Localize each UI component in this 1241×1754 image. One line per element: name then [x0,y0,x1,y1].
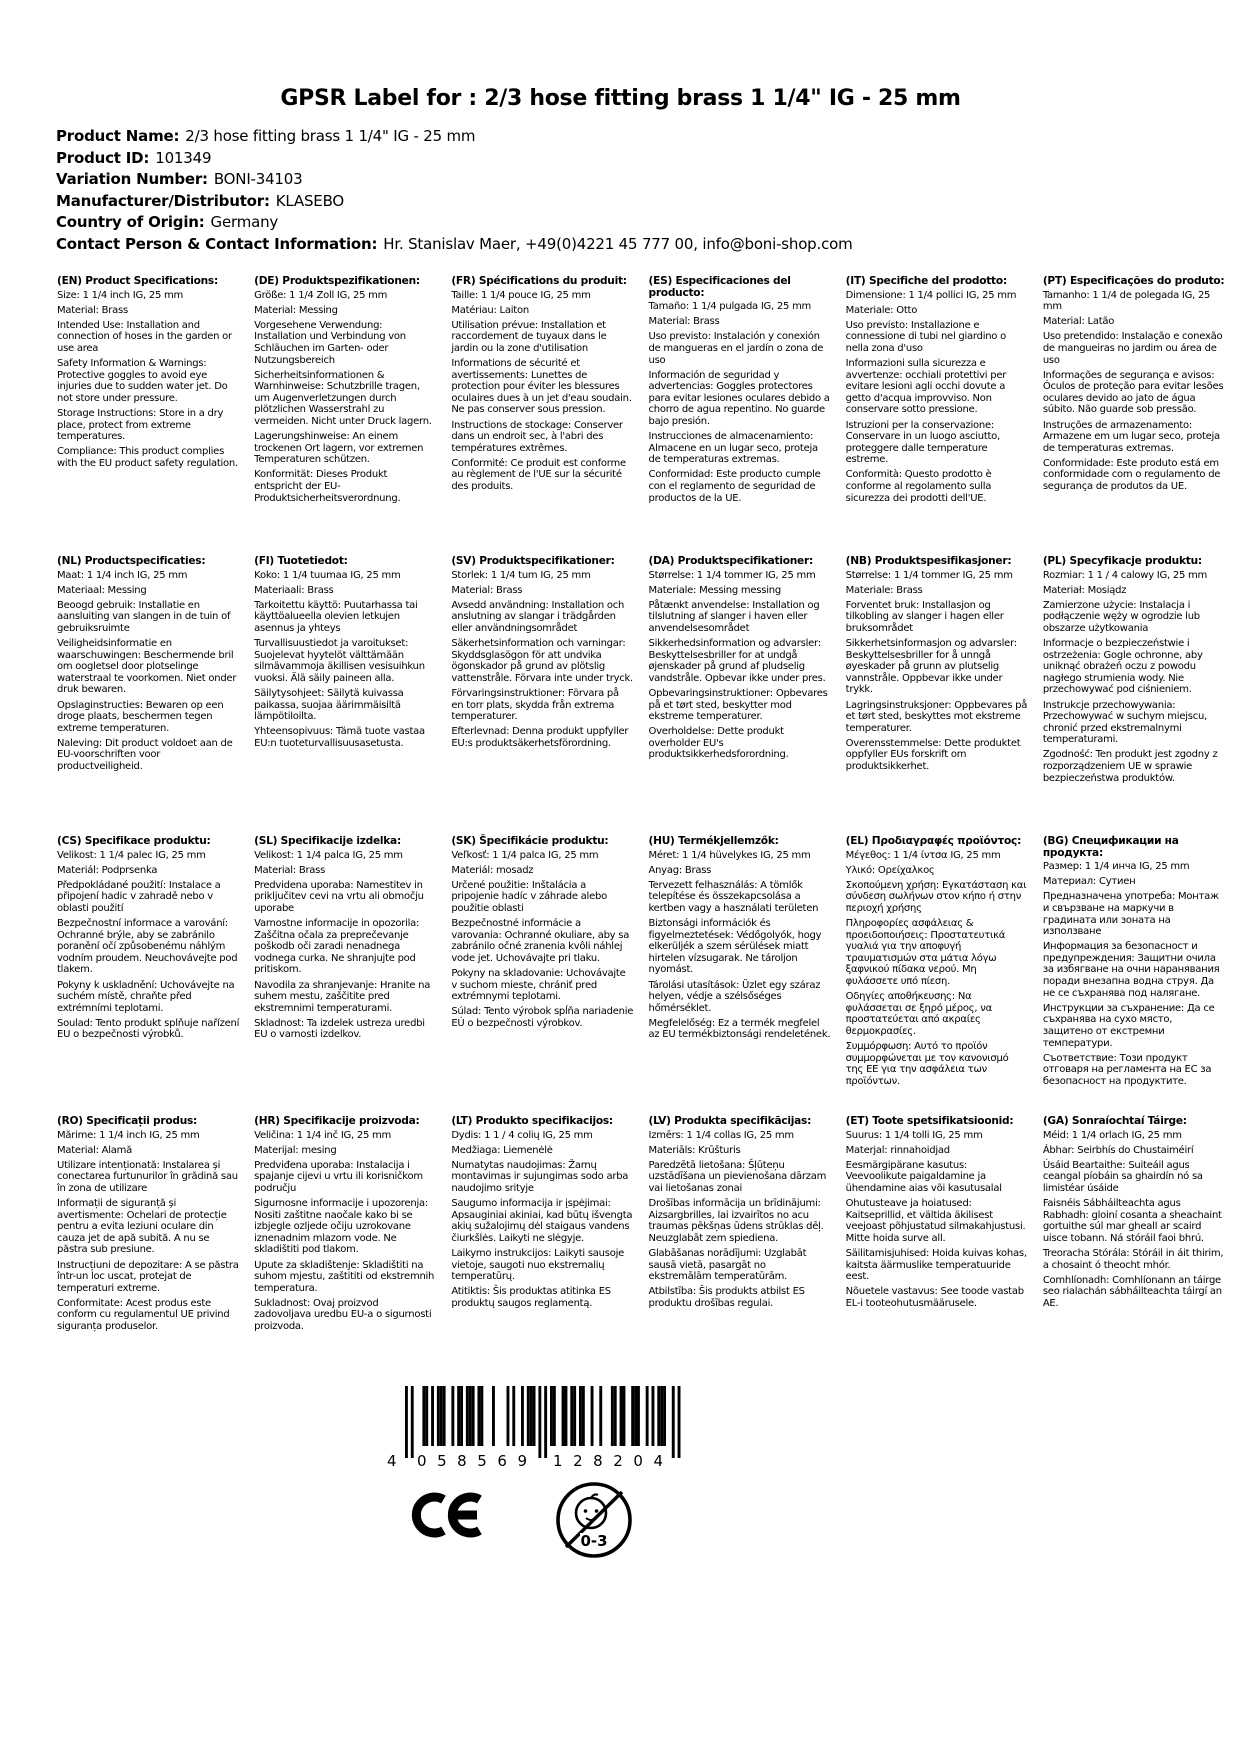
language-block-heading: (ES) Especificaciones del producto: [648,275,791,299]
spec-paragraph: Overensstemmelse: Dette produktet oppfyller EUs forskrift om produktsikkerhet. [845,737,1021,772]
spec-paragraph: Veľkosť: 1 1/4 palca IG, 25 mm [451,849,599,861]
barcode-digits: 4 [387,1452,397,1470]
spec-paragraph: Skladnost: Ta izdelek ustreza uredbi EU o varnosti izdelkov. [254,1017,425,1041]
spec-paragraph: Conformidade: Este produto está em conformidade com o regulamento de segurança de produtos da UE. [1042,457,1221,492]
language-block-heading: (PT) Especificações do produto: [1042,275,1225,287]
spec-paragraph: Conformità: Questo prodotto è conforme al regolamento sulla sicurezza dei prodotti dell'UE. [845,469,992,504]
spec-paragraph: Faisnéis Sábháilteachta agus Rabhadh: gloiní cosanta a sheachaint gortuithe súl mar gheall ar scaird uisce tobann. Ná stóráil faoi bhrú. [1042,1198,1222,1244]
language-block-hu [649,836,831,1116]
spec-paragraph: Conformidad: Este producto cumple con el reglamento de seguridad de productos de la UE. [648,469,821,504]
spec-paragraph: Tamaño: 1 1/4 pulgada IG, 25 mm [648,301,812,313]
language-block-heading: (GA) Sonraíochtaí Táirge: [1042,1115,1187,1127]
spec-paragraph: Naleving: Dit product voldoet aan de EU-voorschriften voor productveiligheid. [57,737,233,772]
spec-paragraph: Съответствие: Този продукт отговаря на регламента на ЕС за безопасност на продуктите. [1042,1052,1212,1087]
spec-paragraph: Størrelse: 1 1/4 tommer IG, 25 mm [845,569,1013,581]
product-info-value: Germany [210,213,279,231]
language-block-heading: (FR) Spécifications du produit: [451,275,627,287]
spec-paragraph: Säilytysohjeet: Säilytä kuivassa paikassa, suojaa äärimmäisiltä lämpötiloilta. [254,687,404,723]
language-block-de [254,276,436,556]
spec-paragraph: Laikymo instrukcijos: Laikyti sausoje vietoje, saugoti nuo ekstremalių temperatūrų. [451,1247,625,1283]
language-block-heading: (SV) Produktspecifikationer: [451,555,615,567]
spec-paragraph: Uso pretendido: Instalação e conexão de mangueiras no jardim ou área de uso [1042,331,1223,366]
spec-paragraph: Ábhar: Seirbhís do Chustaiméirí [1042,1144,1194,1156]
spec-paragraph: Instrukcje przechowywania: Przechowywać w suchym miejscu, chronić przed ekstremalnymi temperaturami. [1042,699,1207,746]
language-block-cs [57,836,239,1116]
spec-paragraph: Eesmärgipärane kasutus: Veevoolikute paigaldamine ja ühendamine aias või kasutusalal [845,1159,1002,1194]
spec-paragraph: Glabāšanas norādījumi: Uzglabāt sausā vietā, pasargāt no ekstremālām temperatūrām. [648,1247,807,1283]
product-info-label: Country of Origin: [56,213,205,231]
spec-paragraph: Sicherheitsinformationen & Warnhinweise: Schutzbrille tragen, um Augenverletzungen durch plötzlichen Wasserstrahl zu vermeiden. Nicht unter Druck lagern. [254,369,432,428]
spec-paragraph: Instructions de stockage: Conserver dans un endroit sec, à l'abri des températures extrêmes. [451,419,623,454]
spec-paragraph: Bezpečnostní informace a varování: Ochranné brýle, aby se zabránilo poranění očí způsobenému náhlým vodním proudem. Neuchovávejte pod tlakem. [57,918,238,976]
spec-paragraph: Tárolási utasítások: Üzlet egy száraz helyen, védje a szélsőséges hőmérséklet. [648,979,821,1014]
language-block-en [57,276,239,556]
spec-paragraph: Opbevaringsinstruktioner: Opbevares på et tørt sted, beskytter mod ekstreme temperaturer. [648,687,828,723]
language-block-et [846,1116,1028,1396]
spec-paragraph: Instruções de armazenamento: Armazene em um lugar seco, proteja de temperaturas extremas. [1042,419,1220,454]
language-block-ga [1043,1116,1225,1396]
spec-paragraph: Größe: 1 1/4 Zoll IG, 25 mm [254,289,388,301]
product-info-value: 2/3 hose fitting brass 1 1/4" IG - 25 mm [185,127,476,145]
spec-paragraph: Zgodność: Ten produkt jest zgodny z rozporządzeniem UE w sprawie bezpieczeństwa produktów. [1042,749,1218,784]
language-block-heading: (IT) Specifiche del prodotto: [845,275,1007,287]
spec-paragraph: Suurus: 1 1/4 tolli IG, 25 mm [845,1129,983,1141]
spec-paragraph: Uso previsto: Instalación y conexión de mangueras en el jardín o zona de uso [648,331,824,366]
language-block-sl [254,836,436,1116]
spec-paragraph: Drošības informācija un brīdinājumi: Aizsargbrilles, lai izvairītos no acu traumas pēkšņas ūdens strūklas dēļ. Neuzglabāt zem spiediena. [648,1198,824,1244]
spec-paragraph: Paredzētā lietošana: Šļūteņu uzstādīšana un pievienošana dārzam vai lietošanas zonai [648,1159,827,1194]
language-block-heading: (PL) Specyfikacje produktu: [1042,555,1202,567]
spec-paragraph: Avsedd användning: Installation och anslutning av slangar i trädgården eller användningsområdet [451,599,625,634]
product-info-value: KLASEBO [275,191,344,210]
spec-paragraph: Conformité: Ce produit est conforme au règlement de l'UE sur la sécurité des produits. [451,457,626,492]
product-info-row [56,191,1156,213]
language-block-bg [1043,836,1225,1116]
spec-paragraph: Predviđena uporaba: Instalacija i spajanje cijevi u vrtu ili korisničkom području [254,1159,423,1194]
spec-paragraph: Uso previsto: Installazione e connessione di tubi nel giardino o nella zona d'uso [845,319,1006,354]
spec-paragraph: Предназначена употреба: Монтаж и свързване на маркучи в градината или зоната на използване [1042,891,1219,938]
spec-paragraph: Μέγεθος: 1 1/4 ίντσα IG, 25 mm [845,849,1001,861]
spec-paragraph: Méret: 1 1/4 hüvelykes IG, 25 mm [648,849,811,861]
spec-paragraph: Velikost: 1 1/4 palca IG, 25 mm [254,849,403,861]
product-info-value: BONI-34103 [213,170,303,188]
spec-paragraph: Påtænkt anvendelse: Installation og tilslutning af slanger i haven eller anvendelsesområdet [648,599,820,634]
spec-paragraph: Comhlíonadh: Comhlíonann an táirge seo rialachán sábháilteachta táirgí an AE. [1042,1274,1222,1309]
spec-paragraph: Předpokládané použití: Instalace a připojení hadic v zahradě nebo v oblasti použití [57,879,221,914]
language-block-heading: (NL) Productspecificaties: [57,555,206,567]
spec-paragraph: Material: Alamă [57,1144,133,1156]
spec-paragraph: Οδηγίες αποθήκευσης: Να φυλάσσεται σε ξηρό μέρος, να προστατεύεται από ακραίες θερμοκρασίες. [845,991,992,1037]
spec-paragraph: Informações de segurança e avisos: Óculos de proteção para evitar lesões oculares devido ao jato de água súbito. Não guarde sob pressão. [1042,369,1224,416]
spec-paragraph: Dydis: 1 1 / 4 colių IG, 25 mm [451,1129,593,1141]
language-block-heading: (EN) Product Specifications: [57,275,218,287]
spec-paragraph: Predvidena uporaba: Namestitev in priključitev cevi na vrtu ali območju uporabe [254,879,424,914]
spec-paragraph: Sikkerhetsinformasjon og advarsler: Beskyttelsesbriller for å unngå øyeskader på grunn av plutselig vannstråle. Oppbevar ikke under trykk. [845,638,1017,696]
spec-paragraph: Materiāls: Krūšturis [648,1144,741,1156]
spec-paragraph: Upute za skladištenje: Skladištiti na suhom mjestu, zaštititi od ekstremnih temperatura. [254,1259,435,1294]
spec-paragraph: Navodila za shranjevanje: Hranite na suhem mestu, zaščitite pred ekstremnimi temperaturami. [254,979,431,1014]
spec-paragraph: Méid: 1 1/4 orlach IG, 25 mm [1042,1129,1182,1141]
product-info-row [56,126,1156,148]
language-block-el [846,836,1028,1116]
spec-paragraph: Koko: 1 1/4 tuumaa IG, 25 mm [254,569,401,581]
spec-paragraph: Pokyny k uskladnění: Uchovávejte na suchém místě, chraňte před extrémními teplotami. [57,979,235,1014]
spec-paragraph: Soulad: Tento produkt splňuje nařízení EU o bezpečnosti výrobků. [57,1017,240,1041]
language-block-nb [846,556,1028,836]
spec-paragraph: Material: Brass [57,304,128,316]
spec-paragraph: Opslaginstructies: Bewaren op een droge plaats, beschermen tegen extreme temperaturen. [57,699,224,734]
language-block-heading: (HU) Termékjellemzők: [648,835,779,847]
spec-paragraph: Materiaali: Brass [254,584,334,596]
spec-paragraph: Beoogd gebruik: Installatie en aansluiting van slangen in de tuin of gebruiksruimte [57,599,231,634]
age-warning-0-3-icon [553,1479,635,1565]
spec-paragraph: Informations de sécurité et avertissements: Lunettes de protection pour éviter les blessures oculaires dues à un jet d'eau soudain. Ne pas conserver sous pression. [451,358,632,416]
spec-paragraph: Rozmiar: 1 1 / 4 calowy IG, 25 mm [1042,569,1207,581]
spec-paragraph: Úsáid Beartaithe: Suiteáil agus ceangal píobáin sa ghairdín nó sa limistéar úsáide [1042,1159,1203,1194]
spec-paragraph: Safety Information & Warnings: Protective goggles to avoid eye injuries due to sudden water jet. Do not store under pressure. [57,358,228,404]
spec-paragraph: Súlad: Tento výrobok spĺňa nariadenie EÚ o bezpečnosti výrobkov. [451,1006,634,1029]
spec-paragraph: Materiál: mosadz [451,864,534,876]
language-block-lv [649,1116,831,1396]
spec-paragraph: Materjal: rinnahoidjad [845,1144,950,1156]
product-info-label: Product ID: [56,148,150,167]
spec-paragraph: Saugumo informacija ir įspėjimai: Apsauginiai akiniai, kad būtų išvengta akių sužalojimų dėl staigaus vandens čiurkšlės. Laikyti ne slėgyje. [451,1198,633,1244]
spec-paragraph: Utilisation prévue: Installation et raccordement de tuyaux dans le jardin ou la zone d'utilisation [451,319,607,354]
spec-paragraph: Biztonsági információk és figyelmeztetések: Védőgolyók, hogy elkerüljék a szem sérülések miatt hirtelen vízsugarak. Ne tároljon nyomást. [648,918,822,976]
product-info-value: 101349 [155,148,212,167]
product-info-label: Variation Number: [56,170,208,188]
spec-paragraph: Säilitamisjuhised: Hoida kuivas kohas, kaitsta äärmuslike temperatuuride eest. [845,1247,1027,1283]
product-info-row [56,169,1156,191]
language-block-sk [451,836,633,1116]
language-block-fi [254,556,436,836]
language-block-heading: (RO) Specificații produs: [57,1115,198,1127]
spec-paragraph: Instrucțiuni de depozitare: A se păstra într-un loc uscat, protejat de temperaturi extreme. [57,1259,239,1294]
spec-paragraph: Mărime: 1 1/4 inch IG, 25 mm [57,1129,200,1141]
spec-paragraph: Lagerungshinweise: An einem trockenen Ort lagern, vor extremen Temperaturen schützen. [254,431,424,466]
spec-paragraph: Tervezett felhasználás: A tömlők telepítése és összekapcsolása a kertben vagy a használati területen [648,879,819,914]
spec-paragraph: Materiale: Otto [845,304,918,316]
barcode-digits: 058569 [417,1452,527,1470]
spec-paragraph: Materijal: mesing [254,1144,337,1156]
language-block-da [649,556,831,836]
product-info [56,126,1156,255]
spec-paragraph: Material: Messing [254,304,338,316]
language-block-heading: (ET) Toote spetsifikatsioonid: [845,1115,1014,1127]
spec-paragraph: Informazioni sulla sicurezza e avvertenze: occhiali protettivi per evitare lesioni agli occhi dovute a getto d'acqua improvviso. Non conservare sotto pressione. [845,358,1007,416]
spec-paragraph: Efterlevnad: Denna produkt uppfyller EU:s produktsäkerhetsförordning. [451,726,629,749]
language-block-heading: (CS) Specifikace produktu: [57,835,211,847]
barcode-digits: 128204 [553,1452,663,1470]
product-info-row [56,234,1156,256]
spec-paragraph: Materiál: Podprsenka [57,864,158,876]
spec-paragraph: Инструкции за съхранение: Да се съхранява на сухо място, защитено от екстремни температури. [1042,1002,1215,1049]
product-info-label: Contact Person & Contact Information: [56,234,378,253]
spec-paragraph: Turvallisuustiedot ja varoitukset: Suojelevat hyytelöt välttämään silmävammoja äkillisen vesisuihkun vuoksi. Älä säily paineen alla. [254,638,425,684]
ean13-barcode [385,1386,685,1476]
page-title: GPSR Label for : 2/3 hose fitting brass 1 1/4" IG - 25 mm [280,86,961,111]
product-info-label: Manufacturer/Distributor: [56,191,270,210]
language-block-heading: (LT) Produkto specifikacijos: [451,1115,613,1127]
spec-paragraph: Medžiaga: Liemenėlė [451,1144,553,1156]
spec-paragraph: Tamanho: 1 1/4 de polegada IG, 25 mm [1042,289,1211,313]
spec-paragraph: Storage Instructions: Store in a dry place, protect from extreme temperatures. [57,407,224,443]
spec-paragraph: Velikost: 1 1/4 palec IG, 25 mm [57,849,206,861]
spec-paragraph: Taille: 1 1/4 pouce IG, 25 mm [451,289,591,301]
language-block-heading: (HR) Specifikacije proizvoda: [254,1115,420,1127]
age-warning-label: 0-3 [580,1532,608,1550]
spec-paragraph: Konformität: Dieses Produkt entspricht der EU-Produktsicherheitsverordnung. [254,469,401,504]
spec-paragraph: Σκοπούμενη χρήση: Εγκατάσταση και σύνδεση σωλήνων στον κήπο ή στην περιοχή χρήσης [845,879,1027,914]
language-block-es [649,276,831,556]
spec-paragraph: Material: Brass [254,864,326,876]
language-block-nl [57,556,239,836]
spec-paragraph: Yhteensopivuus: Tämä tuote vastaa EU:n tuoteturvallisuusasetusta. [254,726,425,749]
spec-paragraph: Veličina: 1 1/4 inč IG, 25 mm [254,1129,392,1141]
spec-paragraph: Storlek: 1 1/4 tum IG, 25 mm [451,569,591,581]
spec-paragraph: Istruzioni per la conservazione: Conservare in un luogo asciutto, proteggere dalle temperature estreme. [845,419,1000,466]
spec-paragraph: Material: Brass [648,316,720,328]
language-block-heading: (DA) Produktspecifikationer: [648,555,813,567]
language-block-it [846,276,1028,556]
language-block-lt [451,1116,633,1396]
spec-paragraph: Lagringsinstruksjoner: Oppbevares på et tørt sted, beskyttes mot ekstreme temperaturer. [845,699,1028,734]
spec-paragraph: Tarkoitettu käyttö: Puutarhassa tai käyttöalueella olevien letkujen asennus ja yhteys [254,599,418,634]
product-info-value: Hr. Stanislav Maer, +49(0)4221 45 777 00, info@boni-shop.com [383,234,853,253]
language-block-pt [1043,276,1225,556]
language-block-heading: (NB) Produktspesifikasjoner: [845,555,1012,567]
spec-paragraph: Numatytas naudojimas: Žarnų montavimas ir sujungimas sodo arba naudojimo srityje [451,1159,629,1194]
language-block-fr [451,276,633,556]
spec-paragraph: Forventet bruk: Installasjon og tilkobling av slanger i hagen eller bruksområdet [845,599,1004,634]
spec-paragraph: Varnostne informacije in opozorila: Zaščitna očala za preprečevanje poškodb oči zaradi nenadnega vodnega curka. Ne shranjujte pod pritiskom. [254,918,420,976]
spec-paragraph: Dimensione: 1 1/4 pollici IG, 25 mm [845,289,1017,301]
spec-paragraph: Maat: 1 1/4 inch IG, 25 mm [57,569,188,581]
language-block-hr [254,1116,436,1396]
language-block-heading: (SL) Specifikacije izdelka: [254,835,401,847]
spec-paragraph: Utilizare intenționată: Instalarea și conectarea furtunurilor în grădină sau în zona de utilizare [57,1159,238,1194]
language-block-pl [1043,556,1225,836]
spec-paragraph: Säkerhetsinformation och varningar: Skyddsglasögon för att undvika ögonskador på grund av plötslig vattenstråle. Förvara inte under tryck. [451,638,633,684]
product-info-label: Product Name: [56,127,180,145]
spec-paragraph: Materiale: Messing messing [648,584,781,596]
spec-paragraph: Size: 1 1/4 inch IG, 25 mm [57,289,183,301]
spec-paragraph: Bezpečnostné informácie a varovania: Ochranné okuliare, aby sa zabránilo očné zranenia kvôli náhlej vode jet. Uchovávajte pri tlaku. [451,918,630,964]
language-block-heading: (DE) Produktspezifikationen: [254,275,420,287]
spec-paragraph: Informacje o bezpieczeństwie i ostrzeżenia: Gogle ochronne, aby uniknąć obrażeń oczu z powodu nagłego strumienia wody. Nie przechowywać pod ciśnieniem. [1042,638,1203,696]
spec-paragraph: Sigurnosne informacije i upozorenja: Nositi zaštitne naočale kako bi se izbjegle ozljede očiju uzrokovane iznenadnim mlazom vode. Ne skladištiti pod tlakom. [254,1198,428,1256]
product-info-row [56,148,1156,170]
language-block-heading: (LV) Produkta specifikācijas: [648,1115,812,1127]
spec-paragraph: Zamierzone użycie: Instalacja i podłączenie węży w ogrodzie lub obszarze użytkowania [1042,599,1200,634]
spec-paragraph: Veiligheidsinformatie en waarschuwingen: Beschermende bril om oogletsel door plotselinge waterstraal te voorkomen. Niet onder druk bewaren. [57,638,237,696]
language-block-sv [451,556,633,836]
spec-paragraph: Размер: 1 1/4 инча IG, 25 mm [1042,861,1190,873]
language-blocks-grid [57,276,1225,1396]
spec-paragraph: Πληροφορίες ασφάλειας & προειδοποιήσεις: Προστατευτικά γυαλιά για την αποφυγή τραυματισμών στα μάτια λόγω ξαφνικού πίδακα νερού. Μη φυλάσσετε υπό πίεση. [845,918,1006,988]
language-block-heading: (EL) Προδιαγραφές προϊόντος: [845,835,1022,847]
spec-paragraph: Compliance: This product complies with the EU product safety regulation. [57,446,238,469]
spec-paragraph: Información de seguridad y advertencias: Goggles protectores para evitar lesiones oculares debido a chorro de agua repentino. No guarde bajo presión. [648,369,830,428]
spec-paragraph: Συμμόρφωση: Αυτό το προϊόν συμμορφώνεται με τον κανονισμό της ΕΕ για την ασφάλεια των προϊόντων. [845,1041,1009,1087]
spec-paragraph: Atitiktis: Šis produktas atitinka ES produktų saugos reglamentą. [451,1286,611,1309]
spec-paragraph: Sikkerhedsinformation og advarsler: Beskyttelsesbriller for at undgå øjenskader på grund af pludselig vandstråle. Opbevar ikke under pres. [648,638,826,684]
spec-paragraph: Pokyny na skladovanie: Uchovávajte v suchom mieste, chrániť pred extrémnymi teplotami. [451,967,626,1003]
spec-paragraph: Material: Brass [451,584,523,596]
language-block-heading: (BG) Спецификации на продукта: [1042,835,1179,859]
language-block-heading: (SK) Špecifikácie produktu: [451,835,609,847]
spec-paragraph: Intended Use: Installation and connection of hoses in the garden or use area [57,319,232,354]
spec-paragraph: Matériau: Laiton [451,304,529,316]
barcode-graphic [385,1386,685,1472]
ce-mark-icon [410,1489,486,1545]
spec-paragraph: Förvaringsinstruktioner: Förvara på en torr plats, skydda från extrema temperaturer. [451,687,619,723]
spec-paragraph: Treoracha Stórála: Stóráil in áit thirim, a chosaint ó theocht mhór. [1042,1247,1224,1271]
spec-paragraph: Materiał: Mosiądz [1042,584,1127,596]
spec-paragraph: Megfelelőség: Ez a termék megfelel az EU termékbiztonsági rendeletének. [648,1017,831,1041]
spec-paragraph: Izmērs: 1 1/4 collas IG, 25 mm [648,1129,794,1141]
spec-paragraph: Anyag: Brass [648,864,712,876]
spec-paragraph: Materiale: Brass [845,584,923,596]
spec-paragraph: Υλικό: Ορείχαλκος [845,864,935,876]
language-block-ro [57,1116,239,1396]
spec-paragraph: Materiaal: Messing [57,584,147,596]
product-info-row [56,212,1156,234]
spec-paragraph: Material: Latão [1042,316,1115,328]
spec-paragraph: Vorgesehene Verwendung: Installation und Verbindung von Schläuchen im Garten- oder Nutzungsbereich [254,319,406,366]
spec-paragraph: Материал: Сутиен [1042,876,1136,888]
spec-paragraph: Overholdelse: Dette produkt overholder EU's produktsikkerhedsforordning. [648,726,789,761]
spec-paragraph: Informații de siguranță și avertismente: Ochelari de protecție pentru a evita leziuni oculare din cauza jet de apă subită. A nu se păstra sub presiune. [57,1198,227,1256]
spec-paragraph: Størrelse: 1 1/4 tommer IG, 25 mm [648,569,816,581]
spec-paragraph: Conformitate: Acest produs este conform cu regulamentul UE privind siguranța produselor. [57,1297,230,1332]
spec-paragraph: Určené použitie: Inštalácia a pripojenie hadíc v záhrade alebo použitie oblasti [451,879,607,914]
spec-paragraph: Информация за безопасност и предупреждения: Защитни очила за избягване на очни наранявания поради внезапна водна струя. Да не се съхранява под налягане. [1042,941,1220,999]
spec-paragraph: Nõuetele vastavus: See toode vastab EL-i tooteohutusmäärusele. [845,1286,1024,1309]
language-block-heading: (FI) Tuotetiedot: [254,555,348,567]
spec-paragraph: Instrucciones de almacenamiento: Almacene en un lugar seco, proteja de temperaturas extremas. [648,431,818,466]
spec-paragraph: Atbilstība: Šis produkts atbilst ES produktu drošības regulai. [648,1286,805,1309]
spec-paragraph: Sukladnost: Ovaj proizvod zadovoljava uredbu EU-a o sigurnosti proizvoda. [254,1297,432,1332]
spec-paragraph: Ohutusteave ja hoiatused: Kaitseprillid, et vältida äkilisest veejoast põhjustatud silmakahjustusi. Mitte hoida surve all. [845,1198,1026,1244]
